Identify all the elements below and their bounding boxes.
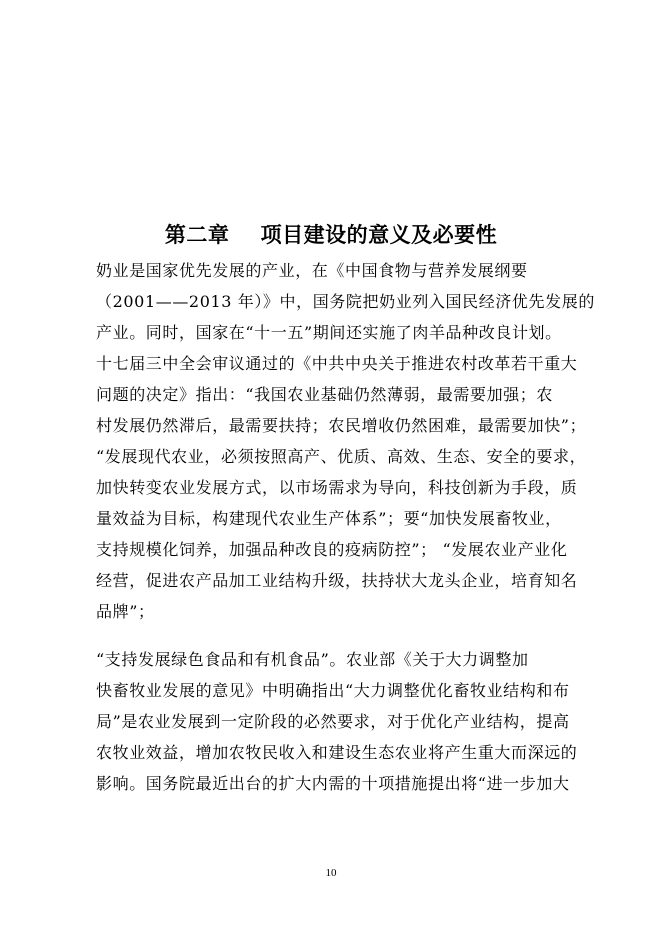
text-line: （2001——2013 年）》中，国务院把奶业列入国民经济优先发展的 <box>96 292 595 311</box>
paragraph <box>96 255 596 627</box>
text-line: 加快转变农业发展方式，以市场需求为导向，科技创新为手段，质 <box>96 478 578 497</box>
text-line: 局”是农业发展到一定阶段的必然要求，对于优化产业结构，提高 <box>96 712 570 731</box>
paragraph-spacer <box>96 627 596 644</box>
text-line: “发展现代农业，必须按照高产、优质、高效、生态、安全的要求， <box>96 447 587 466</box>
text-line: 快畜牧业发展的意见》中明确指出“大力调整优化畜牧业结构和布 <box>96 681 570 700</box>
text-line: 品牌”； <box>96 602 155 621</box>
text-line: 奶业是国家优先发展的产业，在《中国食物与营养发展纲要 <box>96 261 528 280</box>
text-line: 支持规模化饲养，加强品种改良的疫病防控”； “发展农业产业化 <box>96 540 568 559</box>
chapter-title: 第二章 项目建设的意义及必要性 <box>164 223 498 247</box>
text-line: 农牧业效益，增加农牧民收入和建设生态农业将产生重大而深远的 <box>96 743 578 762</box>
page-number: 10 <box>325 867 337 879</box>
text-line: 影响。国务院最近出台的扩大内需的十项措施提出将“进一步加大 <box>96 774 570 793</box>
text-line: 经营，促进农产品加工业结构升级，扶持状大龙头企业，培育知名 <box>96 571 578 590</box>
text-line: “支持发展绿色食品和有机食品”。农业部《关于大力调整加 <box>96 650 529 669</box>
paragraph <box>96 644 596 799</box>
text-line: 问题的决定》指出：“我国农业基础仍然薄弱，最需要加强；农 <box>96 385 553 404</box>
text-line: 村发展仍然滞后，最需要扶持；农民增收仍然困难，最需要加快”； <box>96 416 587 435</box>
text-line: 量效益为目标，构建现代农业生产体系”；要“加快发展畜牧业， <box>96 509 562 528</box>
text-line: 十七届三中全会审议通过的《中共中央关于推进农村改革若干重大 <box>96 354 578 373</box>
body-text <box>96 255 596 799</box>
text-line: 产业。同时，国家在“十一五”期间还实施了肉羊品种改良计划。 <box>96 323 562 342</box>
